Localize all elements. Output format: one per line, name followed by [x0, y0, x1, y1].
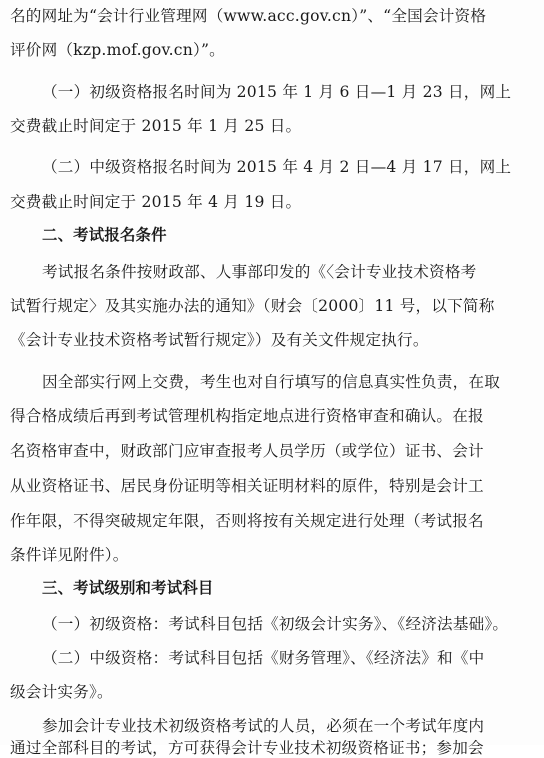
- text-line: 评价网（kzp.mof.gov.cn）”。: [10, 41, 225, 59]
- text-line: 交费截止时间定于 2015 年 1 月 25 日。: [10, 117, 302, 135]
- text-line: 从业资格证书、居民身份证明等相关证明材料的原件，特别是会计工: [10, 477, 484, 495]
- text-line: 通过全部科目的考试，方可获得会计专业技术初级资格证书；参加会: [10, 739, 484, 757]
- text-line: 得合格成绩后再到考试管理机构指定地点进行资格审查和确认。在报: [10, 407, 484, 425]
- text-line: 级会计实务》。: [10, 683, 113, 701]
- text-line: 名的网址为“会计行业管理网（www.acc.gov.cn）”、“全国会计资格: [10, 7, 487, 25]
- text-line: （二）中级资格报名时间为 2015 年 4 月 2 日—4 月 17 日，网上: [42, 158, 512, 176]
- text-line: 试暂行规定〉及其实施办法的通知》（财会〔2000〕11 号，以下简称: [10, 297, 495, 315]
- section-heading: 二、考试报名条件: [42, 226, 167, 244]
- text-line: 《会计专业技术资格考试暂行规定》）及有关文件规定执行。: [10, 331, 429, 349]
- text-line: 作年限，不得突破规定年限，否则将按有关规定进行处理（考试报名: [10, 512, 484, 530]
- text-line: （一）初级资格：考试科目包括《初级会计实务》、《经济法基础》。: [42, 615, 509, 633]
- text-line: 考试报名条件按财政部、人事部印发的《〈会计专业技术资格考: [42, 263, 477, 281]
- text-line: （一）初级资格报名时间为 2015 年 1 月 6 日—1 月 23 日，网上: [42, 83, 512, 101]
- text-line: （二）中级资格：考试科目包括《财务管理》、《经济法》和《中: [42, 649, 485, 667]
- text-line: 因全部实行网上交费，考生也对自行填写的信息真实性负责，在取: [42, 373, 501, 391]
- section-heading: 三、考试级别和考试科目: [42, 579, 214, 597]
- text-line: 交费截止时间定于 2015 年 4 月 19 日。: [10, 193, 302, 211]
- text-line: 条件详见附件）。: [10, 546, 129, 564]
- text-line: 参加会计专业技术初级资格考试的人员，必须在一个考试年度内: [42, 717, 485, 735]
- text-line: 名资格审查中，财政部门应审查报考人员学历（或学位）证书、会计: [10, 442, 484, 460]
